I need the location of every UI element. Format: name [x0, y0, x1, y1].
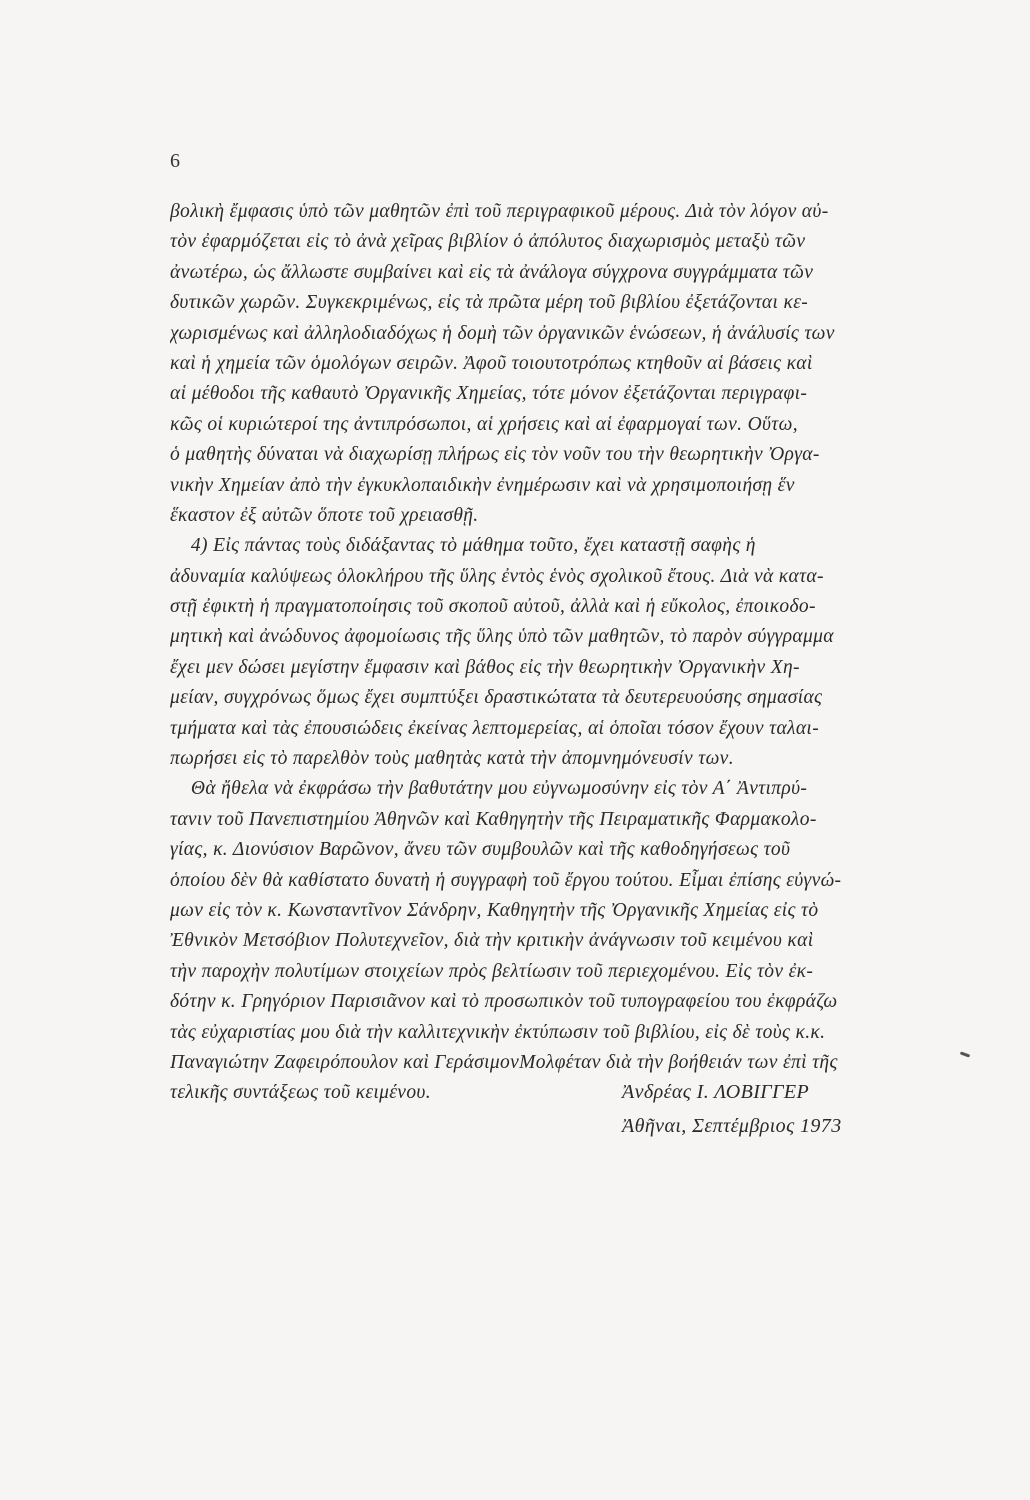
text-line: Ἐθνικὸν Μετσόβιον Πολυτεχνεῖον, διὰ τὴν κριτικὴν ἀνάγνωσιν τοῦ κειμένου καὶ: [170, 930, 814, 952]
text-line: ἕκαστον ἐξ αὐτῶν ὅποτε τοῦ χρειασθῇ.: [170, 504, 479, 526]
text-line: ὁ μαθητὴς δύναται νὰ διαχωρίσῃ πλήρως εἰς τὸν νοῦν του τὴν θεωρητικὴν Ὀργα-: [170, 444, 820, 466]
text-line: 4) Εἰς πάντας τοὺς διδάξαντας τὸ μάθημα τοῦτο, ἔχει καταστῇ σαφὴς ἡ: [170, 535, 756, 557]
text-line: τμήματα καὶ τὰς ἐπουσιώδεις ἐκείνας λεπτομερείας, αἱ ὁποῖαι τόσον ἔχουν ταλαι-: [170, 717, 820, 739]
place-date: Ἀθῆναι, Σεπτέμβριος 1973: [622, 1115, 842, 1137]
text-line: ἔχει μεν δώσει μεγίστην ἔμφασιν καὶ βάθος εἰς τὴν θεωρητικὴν Ὀργανικὴν Χη-: [170, 656, 800, 678]
text-line: νικὴν Χημείαν ἀπὸ τὴν ἐγκυκλοπαιδικὴν ἐνημέρωσιν καὶ νὰ χρησιμοποιήσῃ ἕν: [170, 474, 795, 496]
text-line: πωρήσει εἰς τὸ παρελθὸν τοὺς μαθητὰς κατὰ τὴν ἀπομνημόνευσίν των.: [170, 748, 734, 770]
text-line: δότην κ. Γρηγόριον Παρισιᾶνον καὶ τὸ προσωπικὸν τοῦ τυπογραφείου του ἐκφράζω: [170, 991, 838, 1013]
text-line: τανιν τοῦ Πανεπιστημίου Ἀθηνῶν καὶ Καθηγητὴν τῆς Πειραματικῆς Φαρμακολο-: [170, 808, 817, 830]
text-line: ἀνωτέρω, ὡς ἄλλωστε συμβαίνει καὶ εἰς τὰ ἀνάλογα σύγχρονα συγγράμματα τῶν: [170, 261, 814, 283]
page-number: 6: [170, 150, 180, 172]
text-line: ὁποίου δὲν θὰ καθίστατο δυνατὴ ἡ συγγραφὴ τοῦ ἔργου τούτου. Εἶμαι ἐπίσης εὐγνώ-: [170, 869, 842, 891]
text-line: Θὰ ἤθελα νὰ ἐκφράσω τὴν βαθυτάτην μου εὐγνωμοσύνην εἰς τὸν Α΄ Ἀντιπρύ-: [170, 778, 808, 800]
signature-block: [622, 1075, 842, 1143]
ink-mark: [960, 1051, 970, 1057]
text-line: Παναγιώτην Ζαφειρόπουλον καὶ ΓεράσιμονΜολφέταν διὰ τὴν βοήθειάν των ἐπὶ τῆς: [170, 1051, 838, 1073]
text-line: μων εἰς τὸν κ. Κωνσταντῖνον Σάνδρην, Καθηγητὴν τῆς Ὀργανικῆς Χημείας εἰς τὸ: [170, 899, 819, 921]
text-line: μείαν, συγχρόνως ὅμως ἔχει συμπτύξει δραστικώτατα τὰ δευτερευούσης σημασίας: [170, 687, 823, 709]
text-line: ἀδυναμία καλύψεως ὁλοκλήρου τῆς ὕλης ἐντὸς ἑνὸς σχολικοῦ ἔτους. Διὰ νὰ κατα-: [170, 565, 824, 587]
author-name: Ἀνδρέας Ι. ΛΟΒΙΓΓΕΡ: [622, 1081, 810, 1103]
text-line: καὶ ἡ χημεία τῶν ὁμολόγων σειρῶν. Ἀφοῦ τοιουτοτρόπως κτηθοῦν αἱ βάσεις καὶ: [170, 352, 813, 374]
text-line: αἱ μέθοδοι τῆς καθαυτὸ Ὀργανικῆς Χημείας, τότε μόνον ἐξετάζονται περιγραφι-: [170, 383, 808, 405]
text-line: στῇ ἐφικτὴ ἡ πραγματοποίησις τοῦ σκοποῦ αὐτοῦ, ἀλλὰ καὶ ἡ εὔκολος, ἐποικοδο-: [170, 596, 816, 618]
text-line: χωρισμένως καὶ ἀλληλοδιαδόχως ἡ δομὴ τῶν ὀργανικῶν ἑνώσεων, ἡ ἀνάλυσίς των: [170, 322, 835, 344]
text-line: μητικὴ καὶ ἀνώδυνος ἀφομοίωσις τῆς ὕλης ὑπὸ τῶν μαθητῶν, τὸ παρὸν σύγγραμμα: [170, 626, 834, 648]
text-line: γίας, κ. Διονύσιον Βαρῶνον, ἄνευ τῶν συμβουλῶν καὶ τῆς καθοδηγήσεως τοῦ: [170, 839, 791, 861]
text-line: τὸν ἐφαρμόζεται εἰς τὸ ἀνὰ χεῖρας βιβλίον ὁ ἀπόλυτος διαχωρισμὸς μεταξὺ τῶν: [170, 231, 806, 253]
text-line: κῶς οἱ κυριώτεροί της ἀντιπρόσωποι, αἱ χρήσεις καὶ αἱ ἐφαρμογαί των. Οὕτω,: [170, 413, 798, 435]
body-text: [170, 197, 860, 1109]
text-line: τὴν παροχὴν πολυτίμων στοιχείων πρὸς βελτίωσιν τοῦ περιεχομένου. Εἰς τὸν ἐκ-: [170, 960, 814, 982]
text-line: βολικὴ ἔμφασις ὑπὸ τῶν μαθητῶν ἐπὶ τοῦ περιγραφικοῦ μέρους. Διὰ τὸν λόγον αὐ-: [170, 201, 829, 222]
text-line: δυτικῶν χωρῶν. Συγκεκριμένως, εἰς τὰ πρῶτα μέρη τοῦ βιβλίου ἐξετάζονται κε-: [170, 292, 809, 314]
text-line: τὰς εὐχαριστίας μου διὰ τὴν καλλιτεχνικὴν ἐκτύπωσιν τοῦ βιβλίου, εἰς δὲ τοὺς κ.κ.: [170, 1021, 826, 1043]
text-line: τελικῆς συντάξεως τοῦ κειμένου.: [170, 1082, 431, 1104]
